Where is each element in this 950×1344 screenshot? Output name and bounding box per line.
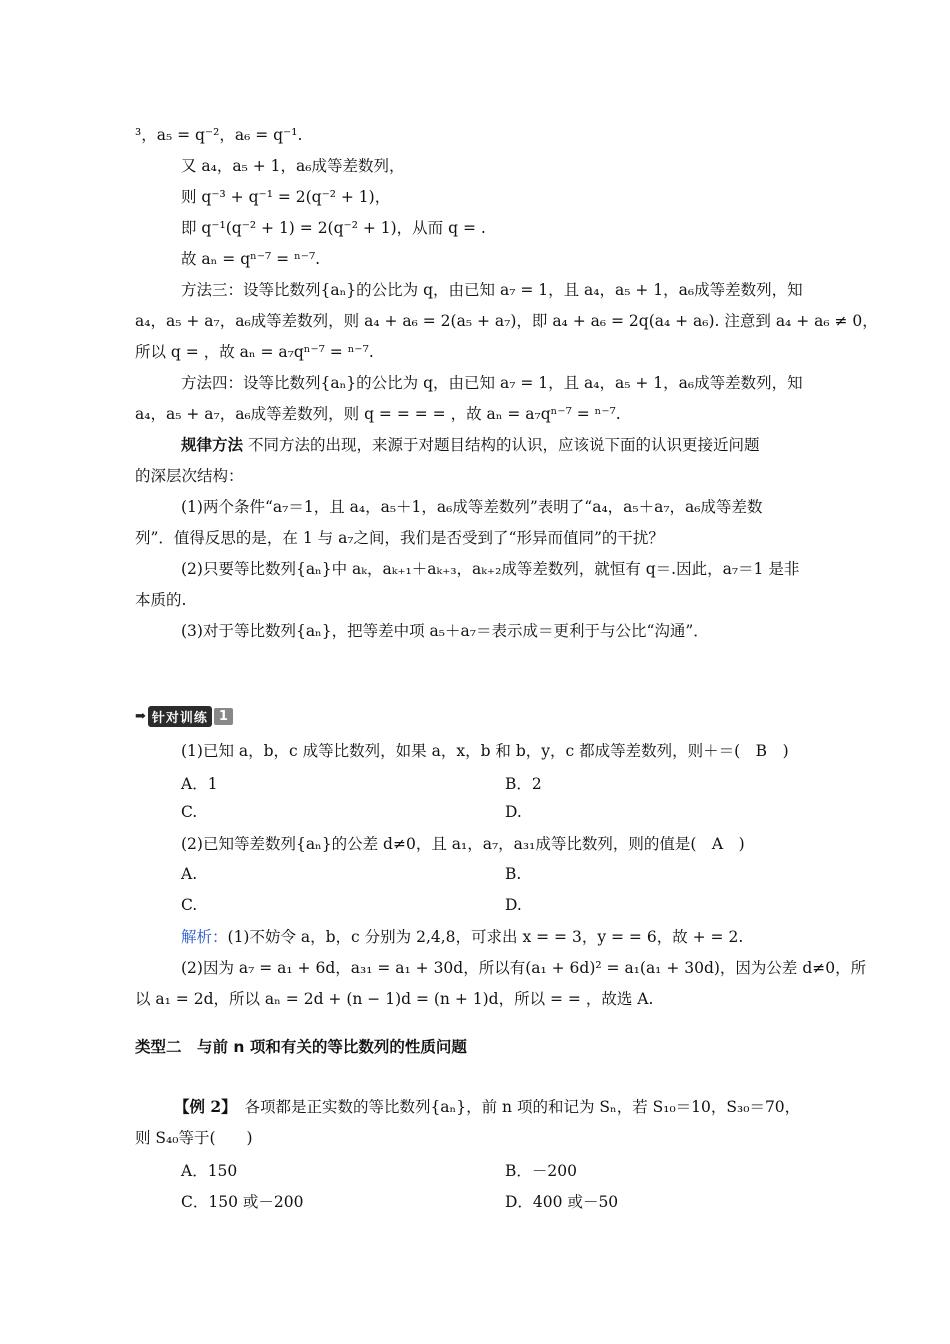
solution-line-3: 则 q⁻³ + q⁻¹ = 2(q⁻² + 1)，	[181, 188, 391, 206]
solution-line-2: 又 a₄，a₅ + 1，a₆成等差数列，	[181, 157, 405, 175]
analysis-line-1	[181, 927, 815, 947]
rule-line-1	[181, 435, 815, 455]
rule-text: 不同方法的出现，来源于对题目结构的认识，应该说下面的认识更接近问题	[243, 436, 760, 454]
method4-line-1: 方法四：设等比数列{aₙ}的公比为 q，由已知 a₇ = 1，且 a₄，a₅ + 1，a₆成等差数列，知	[181, 374, 803, 392]
method4-line-2: a₄，a₅ + a₇，a₆成等差数列，则 q = = = = ，故 aₙ = a₇qⁿ⁻⁷ = ⁿ⁻⁷.	[135, 405, 621, 423]
practice-badge-number: 1	[214, 708, 233, 725]
example-label: 【例 2】	[174, 1097, 229, 1116]
arrow-right-icon: ➡	[135, 708, 146, 724]
analysis-label: 解析：	[181, 928, 228, 946]
analysis-text-1: (1)不妨令 a，b，c 分别为 2,4,8，可求出 x = = 3，y = = 6，故 + = 2.	[227, 928, 744, 946]
q2-option-a: A.	[181, 865, 198, 883]
rule-point-1-cont: 列”．值得反思的是，在 1 与 a₇之间，我们是否受到了“形异而值同”的干扰？	[135, 529, 664, 547]
rule-label: 规律方法	[181, 435, 244, 454]
rule-point-3: (3)对于等比数列{aₙ}，把等差中项 a₅＋a₇＝表示成＝更利于与公比“沟通”．	[181, 622, 709, 640]
method3-line-2: a₄，a₅ + a₇，a₆成等差数列，则 a₄ + a₆ = 2(a₅ + a₇)，即 a₄ + a₆ = 2q(a₄ + a₆). 注意到 a₄ + a₆ ≠ 0，	[135, 312, 878, 330]
solution-line-1: ³，a₅ = q⁻²，a₆ = q⁻¹.	[135, 126, 303, 144]
solution-line-5: 故 aₙ = qⁿ⁻⁷ = ⁿ⁻⁷.	[181, 250, 321, 268]
method3-line-1: 方法三：设等比数列{aₙ}的公比为 q，由已知 a₇ = 1，且 a₄，a₅ + 1，a₆成等差数列，知	[181, 281, 803, 299]
example-option-b: B．－200	[505, 1162, 577, 1180]
example-option-a: A．150	[181, 1162, 238, 1180]
rule-point-2: (2)只要等比数列{aₙ}中 aₖ，aₖ₊₁＋aₖ₊₃，aₖ₊₂成等差数列，就恒有 q＝.因此，a₇＝1 是非	[181, 560, 800, 578]
q1-option-a: A．1	[181, 775, 218, 793]
method3-line-3: 所以 q = ，故 aₙ = a₇qⁿ⁻⁷ = ⁿ⁻⁷.	[135, 343, 374, 361]
q2-option-c: C.	[181, 896, 198, 914]
practice-badge-label: 针对训练	[148, 706, 212, 727]
analysis-line-3: 以 a₁ = 2d，所以 aₙ = 2d + (n − 1)d = (n + 1)d，所以 = = ，故选 A.	[135, 990, 654, 1008]
q1-option-d: D.	[505, 803, 522, 821]
rule-point-2-cont: 本质的.	[135, 591, 187, 609]
q2-option-b: B.	[505, 865, 522, 883]
solution-line-4: 即 q⁻¹(q⁻² + 1) = 2(q⁻² + 1)，从而 q = .	[181, 219, 486, 237]
analysis-line-2: (2)因为 a₇ = a₁ + 6d，a₃₁ = a₁ + 30d，所以有(a₁ + 6d)² = a₁(a₁ + 30d)，因为公差 d≠0，所	[181, 959, 867, 977]
q1-option-b: B．2	[505, 775, 542, 793]
example-option-c: C．150 或－200	[181, 1193, 304, 1211]
practice-q1: (1)已知 a，b，c 成等比数列，如果 a，x，b 和 b，y，c 都成等差数列，则＋＝( B )	[181, 742, 789, 760]
rule-line-2: 的深层次结构：	[135, 467, 244, 485]
example-line-1	[174, 1097, 815, 1117]
section-title: 类型二 与前 n 项和有关的等比数列的性质问题	[135, 1038, 467, 1056]
rule-point-1: (1)两个条件“a₇＝1，且 a₄，a₅＋1，a₆成等差数列”表明了“a₄，a₅＋a₇，a₆成等差数	[181, 498, 763, 516]
example-option-d: D．400 或－50	[505, 1193, 619, 1211]
q1-option-c: C.	[181, 803, 198, 821]
example-text: 各项都是正实数的等比数列{aₙ}，前 n 项的和记为 Sₙ，若 S₁₀＝10，S₃₀＝70，	[228, 1098, 801, 1116]
practice-badge	[135, 705, 233, 727]
q2-option-d: D.	[505, 896, 522, 914]
practice-q2: (2)已知等差数列{aₙ}的公差 d≠0，且 a₁，a₇，a₃₁成等比数列，则的值是( A )	[181, 835, 745, 853]
example-line-2: 则 S₄₀等于( )	[135, 1129, 253, 1147]
